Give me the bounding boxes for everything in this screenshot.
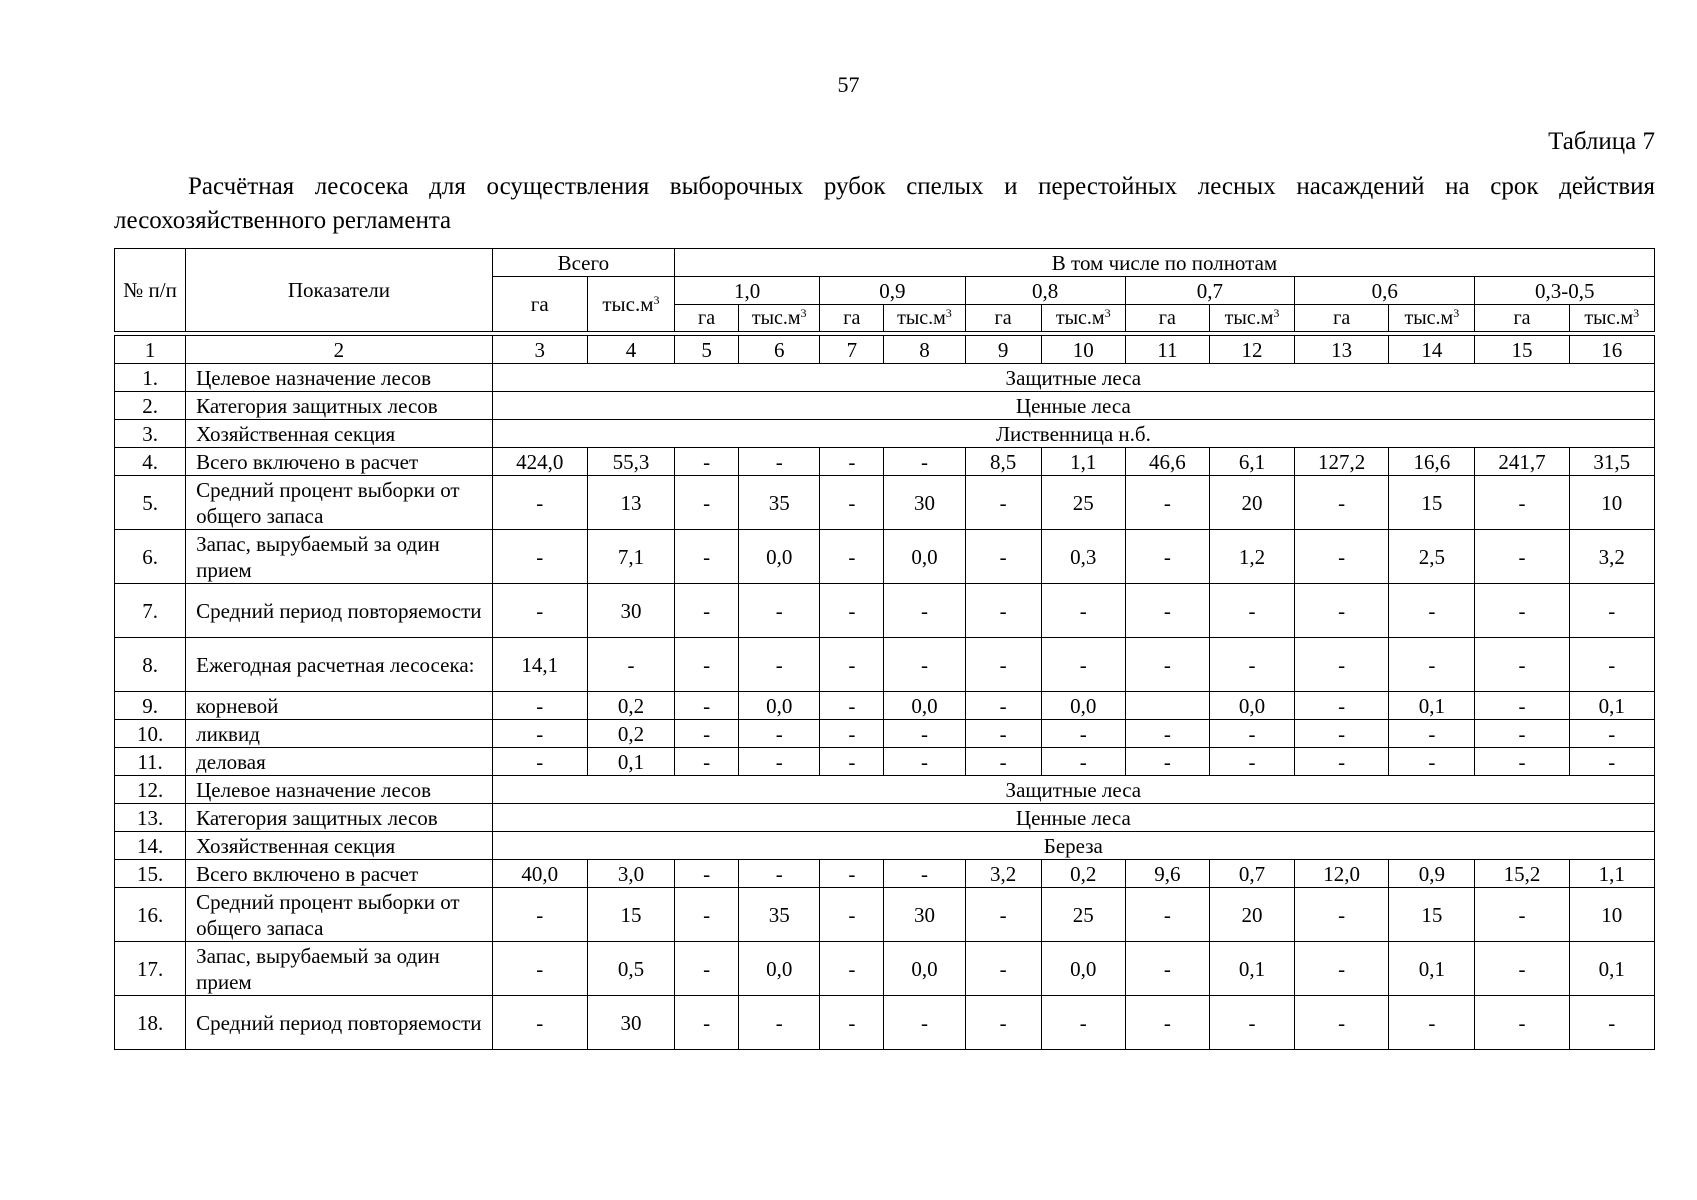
row-label: Средний процент выборки от общего запаса <box>186 888 493 942</box>
table-cell: - <box>965 748 1041 776</box>
table-cell: - <box>739 720 820 748</box>
table-cell: 35 <box>739 476 820 530</box>
table-row <box>115 392 1655 420</box>
table-cell: - <box>675 748 739 776</box>
header-density-5: 0,6 <box>1295 277 1475 305</box>
table-cell: 0,0 <box>739 530 820 584</box>
table-cell: - <box>965 692 1041 720</box>
row-label: ликвид <box>186 720 493 748</box>
table-cell: 0,0 <box>1209 692 1294 720</box>
row-label: Хозяйственная секция <box>186 420 493 448</box>
table-cell: - <box>884 860 965 888</box>
row-number: 5. <box>115 476 186 530</box>
row-label: Средний процент выборки от общего запаса <box>186 476 493 530</box>
header-unit-m3: $тыс.м^3$ <box>1569 305 1654 332</box>
table-cell: 3,0 <box>587 860 674 888</box>
table-cell: - <box>1475 996 1569 1050</box>
table-cell: - <box>820 530 884 584</box>
table-cell: - <box>1125 476 1209 530</box>
header-total-ha: га <box>492 277 587 332</box>
table-cell: 0,1 <box>1569 942 1654 996</box>
table-cell: - <box>820 476 884 530</box>
table-cell: - <box>1209 996 1294 1050</box>
table-cell: - <box>675 720 739 748</box>
table-cell: - <box>1125 720 1209 748</box>
table-cell: - <box>884 996 965 1050</box>
table-cell: 0,9 <box>1389 860 1475 888</box>
column-number: 10 <box>1041 336 1125 364</box>
row-span-value: Ценные леса <box>492 392 1654 420</box>
table-cell: - <box>1295 942 1389 996</box>
table-cell: - <box>492 996 587 1050</box>
table-cell: - <box>1125 748 1209 776</box>
table-cell: - <box>1041 720 1125 748</box>
table-cell: - <box>820 748 884 776</box>
table-cell: - <box>820 584 884 638</box>
header-unit-m3: $тыс.м^3$ <box>1389 305 1475 332</box>
table-cell: - <box>820 692 884 720</box>
table-cell: - <box>1389 720 1475 748</box>
header-no: № п/п <box>115 249 186 332</box>
table-cell: - <box>1475 476 1569 530</box>
table-cell: 14,1 <box>492 638 587 692</box>
table-cell: 241,7 <box>1475 448 1569 476</box>
table-cell: - <box>965 996 1041 1050</box>
table-cell: - <box>1295 530 1389 584</box>
table-cell: - <box>675 584 739 638</box>
table-cell: - <box>492 692 587 720</box>
row-label: Средний период повторяемости <box>186 996 493 1050</box>
table-cell: - <box>492 584 587 638</box>
allowable-cut-table <box>114 248 1655 1050</box>
header-indicators: Показатели <box>186 249 493 332</box>
table-cell: - <box>675 448 739 476</box>
header-unit-ha: га <box>820 305 884 332</box>
table-cell: 2,5 <box>1389 530 1475 584</box>
table-cell: 31,5 <box>1569 448 1654 476</box>
row-label: Ежегодная расчетная лесосека: <box>186 638 493 692</box>
table-cell: - <box>884 448 965 476</box>
table-cell: 0,1 <box>587 748 674 776</box>
header-unit-ha: га <box>1475 305 1569 332</box>
row-span-value: Защитные леса <box>492 364 1654 392</box>
table-cell: - <box>1209 720 1294 748</box>
table-cell: 30 <box>884 476 965 530</box>
table-cell: - <box>1295 748 1389 776</box>
row-number: 7. <box>115 584 186 638</box>
table-cell: - <box>492 888 587 942</box>
table-cell: - <box>1295 476 1389 530</box>
table-cell: - <box>675 996 739 1050</box>
table-cell: - <box>965 720 1041 748</box>
table-cell: 0,0 <box>739 942 820 996</box>
row-number: 4. <box>115 448 186 476</box>
page-number: 57 <box>837 72 860 97</box>
table-cell: - <box>1569 584 1654 638</box>
table-cell: 0,1 <box>1209 942 1294 996</box>
table-cell: 15 <box>587 888 674 942</box>
column-number: 12 <box>1209 336 1294 364</box>
table-cell: - <box>820 638 884 692</box>
row-label: Категория защитных лесов <box>186 804 493 832</box>
table-cell: - <box>884 720 965 748</box>
table-row <box>115 942 1655 996</box>
table-cell: 0,0 <box>884 942 965 996</box>
table-cell: - <box>739 748 820 776</box>
row-label: Средний период повторяемости <box>186 584 493 638</box>
header-row-1 <box>115 249 1655 277</box>
header-unit-m3: $тыс.м^3$ <box>1041 305 1125 332</box>
table-cell: 8,5 <box>965 448 1041 476</box>
row-number: 11. <box>115 748 186 776</box>
table-row <box>115 476 1655 530</box>
table-cell: - <box>1569 638 1654 692</box>
table-cell: - <box>1475 530 1569 584</box>
table-cell: - <box>1209 748 1294 776</box>
table-cell: 20 <box>1209 888 1294 942</box>
table-cell: - <box>965 888 1041 942</box>
table-row <box>115 420 1655 448</box>
row-label: Целевое назначение лесов <box>186 776 493 804</box>
table-cell: 0,0 <box>1041 692 1125 720</box>
table-cell: - <box>492 530 587 584</box>
table-cell: 3,2 <box>965 860 1041 888</box>
column-number: 14 <box>1389 336 1475 364</box>
table-cell: - <box>884 748 965 776</box>
table-caption: Расчётная лесосека для осуществления выборочных рубок спелых и перестойных лесных насаждений на срок действия лесохозяйственного регламента <box>114 173 1655 234</box>
row-label: Целевое назначение лесов <box>186 364 493 392</box>
row-number: 1. <box>115 364 186 392</box>
table-cell: - <box>1569 996 1654 1050</box>
table-cell: 30 <box>587 996 674 1050</box>
table-cell: - <box>675 888 739 942</box>
table-cell: 12,0 <box>1295 860 1389 888</box>
table-cell: - <box>884 584 965 638</box>
table-cell: - <box>492 942 587 996</box>
table-cell: - <box>492 748 587 776</box>
column-number: 11 <box>1125 336 1209 364</box>
table-cell: - <box>1569 748 1654 776</box>
table-cell: 25 <box>1041 888 1125 942</box>
row-number: 17. <box>115 942 186 996</box>
header-unit-m3: $тыс.м^3$ <box>884 305 965 332</box>
table-cell: 0,2 <box>587 720 674 748</box>
table-cell: - <box>1295 720 1389 748</box>
column-number: 5 <box>675 336 739 364</box>
table-cell: 1,2 <box>1209 530 1294 584</box>
column-number: 4 <box>587 336 674 364</box>
row-label: деловая <box>186 748 493 776</box>
row-number: 10. <box>115 720 186 748</box>
table-row <box>115 776 1655 804</box>
table-cell: - <box>675 638 739 692</box>
table-cell: 0,0 <box>884 530 965 584</box>
header-unit-ha: га <box>1295 305 1389 332</box>
table-cell: - <box>1295 638 1389 692</box>
header-density-6: 0,3-0,5 <box>1475 277 1655 305</box>
table-cell: 7,1 <box>587 530 674 584</box>
table-cell: - <box>1475 942 1569 996</box>
table-cell: - <box>739 996 820 1050</box>
column-number: 9 <box>965 336 1041 364</box>
table-cell: 0,2 <box>1041 860 1125 888</box>
table-cell: - <box>1125 942 1209 996</box>
table-row <box>115 804 1655 832</box>
column-number: 1 <box>115 336 186 364</box>
table-cell: - <box>1041 638 1125 692</box>
table-cell: 16,6 <box>1389 448 1475 476</box>
table-cell: 20 <box>1209 476 1294 530</box>
table-row <box>115 692 1655 720</box>
row-number: 2. <box>115 392 186 420</box>
table-cell <box>1125 692 1209 720</box>
table-cell: 1,1 <box>1569 860 1654 888</box>
table-cell: - <box>1389 748 1475 776</box>
table-cell: 10 <box>1569 476 1654 530</box>
row-label: Всего включено в расчет <box>186 860 493 888</box>
table-cell: - <box>1209 584 1294 638</box>
column-number: 7 <box>820 336 884 364</box>
column-number: 15 <box>1475 336 1569 364</box>
table-cell: - <box>1475 584 1569 638</box>
row-number: 8. <box>115 638 186 692</box>
table-cell: 10 <box>1569 888 1654 942</box>
row-number: 3. <box>115 420 186 448</box>
table-cell: - <box>1475 692 1569 720</box>
table-cell: - <box>1389 996 1475 1050</box>
header-total: Всего <box>492 249 674 277</box>
table-cell: - <box>965 530 1041 584</box>
table-cell: - <box>675 530 739 584</box>
table-row <box>115 748 1655 776</box>
table-cell: 0,1 <box>1389 942 1475 996</box>
table-cell: 0,7 <box>1209 860 1294 888</box>
table-label: Таблица 7 <box>1548 128 1655 155</box>
table-cell: 40,0 <box>492 860 587 888</box>
table-cell: - <box>1041 748 1125 776</box>
table-row <box>115 860 1655 888</box>
header-total-m3: $тыс.м^3$ <box>587 277 674 332</box>
table-cell: - <box>965 638 1041 692</box>
header-density-2: 0,9 <box>820 277 965 305</box>
table-cell: - <box>1389 638 1475 692</box>
table-cell: 25 <box>1041 476 1125 530</box>
table-cell: - <box>820 860 884 888</box>
table-row <box>115 584 1655 638</box>
table-cell: - <box>1125 584 1209 638</box>
table-cell: - <box>739 638 820 692</box>
table-cell: - <box>675 476 739 530</box>
table-row <box>115 888 1655 942</box>
row-label: Категория защитных лесов <box>186 392 493 420</box>
row-label: Запас, вырубаемый за один прием <box>186 530 493 584</box>
table-cell: - <box>1295 996 1389 1050</box>
table-row <box>115 364 1655 392</box>
table-cell: 55,3 <box>587 448 674 476</box>
header-density-4: 0,7 <box>1125 277 1294 305</box>
table-cell: - <box>675 692 739 720</box>
table-cell: 6,1 <box>1209 448 1294 476</box>
table-cell: 3,2 <box>1569 530 1654 584</box>
row-number: 16. <box>115 888 186 942</box>
row-span-value: Береза <box>492 832 1654 860</box>
table-cell: - <box>1041 996 1125 1050</box>
table-cell: 0,2 <box>587 692 674 720</box>
table-cell: 1,1 <box>1041 448 1125 476</box>
table-cell: 0,0 <box>1041 942 1125 996</box>
header-unit-ha: га <box>675 305 739 332</box>
header-density-1: 1,0 <box>675 277 820 305</box>
table-cell: - <box>1475 888 1569 942</box>
table-cell: - <box>1125 996 1209 1050</box>
table-cell: - <box>675 860 739 888</box>
table-cell: - <box>1041 584 1125 638</box>
table-cell: - <box>1125 530 1209 584</box>
header-unit-m3: $тыс.м^3$ <box>1209 305 1294 332</box>
table-cell: - <box>820 888 884 942</box>
header-including: В том числе по полнотам <box>675 249 1655 277</box>
table-cell: - <box>1569 720 1654 748</box>
table-cell: - <box>1295 584 1389 638</box>
row-label: Всего включено в расчет <box>186 448 493 476</box>
table-cell: - <box>965 942 1041 996</box>
column-number: 2 <box>186 336 493 364</box>
column-number: 8 <box>884 336 965 364</box>
table-cell: 30 <box>884 888 965 942</box>
table-cell: 9,6 <box>1125 860 1209 888</box>
table-cell: - <box>1125 888 1209 942</box>
column-number: 3 <box>492 336 587 364</box>
table-cell: 46,6 <box>1125 448 1209 476</box>
table-cell: - <box>965 476 1041 530</box>
column-number: 6 <box>739 336 820 364</box>
row-label: Запас, вырубаемый за один прием <box>186 942 493 996</box>
table-row <box>115 530 1655 584</box>
table-cell: 0,0 <box>739 692 820 720</box>
table-cell: 15,2 <box>1475 860 1569 888</box>
table-cell: - <box>739 860 820 888</box>
header-unit-ha: га <box>965 305 1041 332</box>
row-number: 15. <box>115 860 186 888</box>
header-unit-ha: га <box>1125 305 1209 332</box>
row-number: 14. <box>115 832 186 860</box>
column-number: 16 <box>1569 336 1654 364</box>
table-cell: - <box>675 942 739 996</box>
header-unit-m3: $тыс.м^3$ <box>739 305 820 332</box>
table-cell: 15 <box>1389 476 1475 530</box>
table-cell: 0,1 <box>1569 692 1654 720</box>
table-cell: 424,0 <box>492 448 587 476</box>
table-row <box>115 638 1655 692</box>
row-number: 9. <box>115 692 186 720</box>
table-cell: - <box>965 584 1041 638</box>
table-cell: - <box>1295 692 1389 720</box>
table-cell: - <box>820 996 884 1050</box>
table-cell: 13 <box>587 476 674 530</box>
row-number: 13. <box>115 804 186 832</box>
column-numbers-row <box>115 336 1655 364</box>
table-cell: - <box>492 720 587 748</box>
row-span-value: Лиственница н.б. <box>492 420 1654 448</box>
table-cell: - <box>739 584 820 638</box>
table-cell: - <box>739 448 820 476</box>
row-span-value: Ценные леса <box>492 804 1654 832</box>
table-cell: 0,3 <box>1041 530 1125 584</box>
row-label: Хозяйственная секция <box>186 832 493 860</box>
table-cell: - <box>820 448 884 476</box>
table-cell: - <box>587 638 674 692</box>
table-cell: - <box>820 720 884 748</box>
table-cell: - <box>492 476 587 530</box>
table-cell: 15 <box>1389 888 1475 942</box>
table-cell: - <box>1475 720 1569 748</box>
table-cell: - <box>1389 584 1475 638</box>
table-row <box>115 720 1655 748</box>
table-row <box>115 448 1655 476</box>
table-cell: - <box>1475 638 1569 692</box>
row-number: 12. <box>115 776 186 804</box>
table-cell: - <box>1125 638 1209 692</box>
table-cell: - <box>820 942 884 996</box>
row-number: 18. <box>115 996 186 1050</box>
table-cell: 0,0 <box>884 692 965 720</box>
row-label: корневой <box>186 692 493 720</box>
table-row <box>115 832 1655 860</box>
table-cell: - <box>1295 888 1389 942</box>
table-row <box>115 996 1655 1050</box>
table-cell: 127,2 <box>1295 448 1389 476</box>
table-cell: - <box>1475 748 1569 776</box>
header-density-3: 0,8 <box>965 277 1125 305</box>
table-cell: - <box>884 638 965 692</box>
column-number: 13 <box>1295 336 1389 364</box>
table-cell: 0,1 <box>1389 692 1475 720</box>
row-span-value: Защитные леса <box>492 776 1654 804</box>
table-cell: 35 <box>739 888 820 942</box>
table-cell: - <box>1209 638 1294 692</box>
row-number: 6. <box>115 530 186 584</box>
table-cell: 30 <box>587 584 674 638</box>
table-cell: 0,5 <box>587 942 674 996</box>
